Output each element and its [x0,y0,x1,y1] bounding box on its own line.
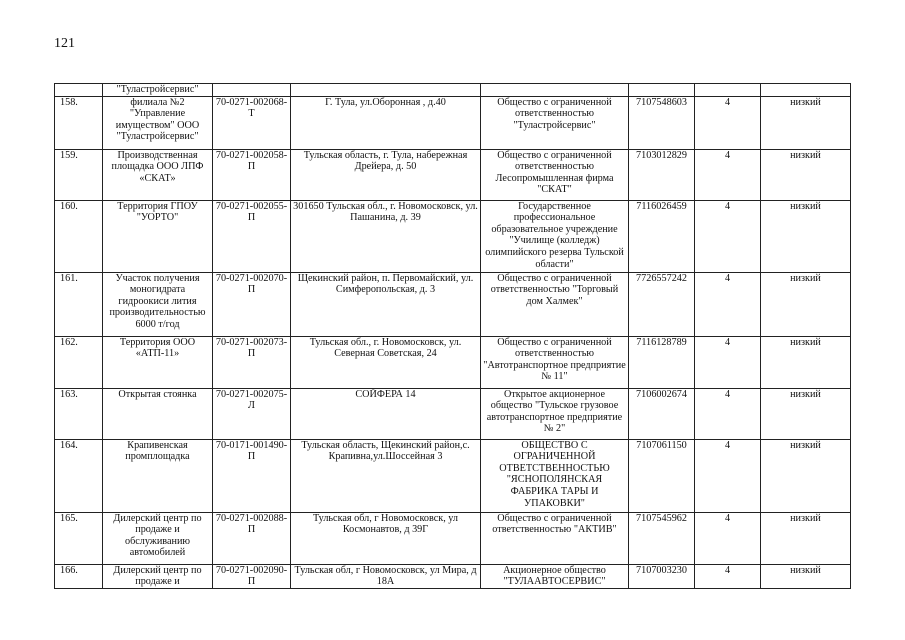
risk-level-cell: низкий [761,272,851,336]
object-name-cell: Производственная площадка ООО ЛПФ «СКАТ» [103,149,213,200]
operator-name-cell: Общество с ограниченной ответственностью Лесопромышленная фирма "СКАТ" [481,149,629,200]
category-cell: 4 [695,388,761,439]
table-row [55,439,851,512]
address-cell: Тульская область, Щекинский район,с. Крапивна,ул.Шоссейная 3 [291,439,481,512]
object-code-cell: 70-0271-002055-П [213,200,291,272]
operator-name-cell: Общество с ограниченной ответственностью "Автотранспортное предприятие № 11" [481,336,629,388]
category-cell: 4 [695,200,761,272]
object-name-cell: Дилерский центр по продаже и обслуживанию автомобилей [103,512,213,564]
inn-cell: 7106002674 [629,388,695,439]
object-name-cell: Дилерский центр по продаже и [103,564,213,588]
inn-cell: 7103012829 [629,149,695,200]
operator-name-cell: Общество с ограниченной ответственностью "Туластройсервис" [481,96,629,149]
table-row [55,200,851,272]
address-cell: Тульская область, г. Тула, набережная Дрейера, д. 50 [291,149,481,200]
table-row [55,96,851,149]
row-number-cell: 160. [55,200,103,272]
address-cell: СОЙФЕРА 14 [291,388,481,439]
category-cell [695,84,761,97]
category-cell: 4 [695,439,761,512]
row-number-cell: 165. [55,512,103,564]
risk-level-cell: низкий [761,149,851,200]
object-code-cell: 70-0271-002075-Л [213,388,291,439]
risk-level-cell: низкий [761,336,851,388]
operator-name-cell: Акционерное общество "ТУЛААВТОСЕРВИС" [481,564,629,588]
inn-cell: 7116026459 [629,200,695,272]
address-cell: Г. Тула, ул.Оборонная , д.40 [291,96,481,149]
risk-level-cell [761,84,851,97]
risk-level-cell: низкий [761,96,851,149]
risk-level-cell: низкий [761,564,851,588]
table-row [55,564,851,588]
row-number-cell: 163. [55,388,103,439]
object-code-cell: 70-0271-002058-П [213,149,291,200]
address-cell: 301650 Тульская обл., г. Новомосковск, ул. Пашанина, д. 39 [291,200,481,272]
category-cell: 4 [695,336,761,388]
risk-level-cell: низкий [761,512,851,564]
object-code-cell: 70-0271-002070-П [213,272,291,336]
table-row [55,336,851,388]
address-cell: Тульская обл, г Новомосковск, ул Космонавтов, д 39Г [291,512,481,564]
address-cell: Щекинский район, п. Первомайский, ул. Симферопольская, д. 3 [291,272,481,336]
operator-name-cell: Общество с ограниченной ответственностью "АКТИВ" [481,512,629,564]
operator-name-cell: Государственное профессиональное образовательное учреждение "Училище (колледж) олимпийского резерва Тульской области" [481,200,629,272]
object-code-cell: 70-0271-002073-П [213,336,291,388]
page-number: 121 [54,36,75,51]
object-code-cell: 70-0271-002090-П [213,564,291,588]
row-number-cell: 166. [55,564,103,588]
risk-level-cell: низкий [761,200,851,272]
object-name-cell: Крапивенская промплощадка [103,439,213,512]
object-code-cell: 70-0271-002088-П [213,512,291,564]
address-cell: Тульская обл., г. Новомосковск, ул. Северная Советская, 24 [291,336,481,388]
object-name-cell: Участок получения моногидрата гидроокиси лития производительностью 6000 т/год [103,272,213,336]
object-name-cell: Открытая стоянка [103,388,213,439]
object-name-cell: филиала №2 "Управление имуществом" ООО "Туластройсервис" [103,96,213,149]
inn-cell: 7107003230 [629,564,695,588]
table-body [55,84,851,589]
inn-cell [629,84,695,97]
object-name-cell: Территория ГПОУ "УОРТО" [103,200,213,272]
row-number-cell: 161. [55,272,103,336]
table-row [55,149,851,200]
category-cell: 4 [695,149,761,200]
table-row [55,512,851,564]
table-row [55,84,851,97]
inn-cell: 7116128789 [629,336,695,388]
row-number-cell: 164. [55,439,103,512]
address-cell: Тульская обл, г Новомосковск, ул Мира, д 18А [291,564,481,588]
row-number-cell: 159. [55,149,103,200]
row-number-cell [55,84,103,97]
address-cell [291,84,481,97]
category-cell: 4 [695,564,761,588]
registry-table [54,83,851,589]
inn-cell: 7107061150 [629,439,695,512]
operator-name-cell [481,84,629,97]
object-code-cell: 70-0171-001490-П [213,439,291,512]
category-cell: 4 [695,512,761,564]
inn-cell: 7107545962 [629,512,695,564]
table-row [55,388,851,439]
operator-name-cell: ОБЩЕСТВО С ОГРАНИЧЕННОЙ ОТВЕТСТВЕННОСТЬЮ "ЯСНОПОЛЯНСКАЯ ФАБРИКА ТАРЫ И УПАКОВКИ" [481,439,629,512]
category-cell: 4 [695,272,761,336]
object-name-cell: Территория ООО «АТП-11» [103,336,213,388]
row-number-cell: 158. [55,96,103,149]
operator-name-cell: Открытое акционерное общество "Тульское грузовое автотранспортное предприятие № 2" [481,388,629,439]
inn-cell: 7107548603 [629,96,695,149]
inn-cell: 7726557242 [629,272,695,336]
row-number-cell: 162. [55,336,103,388]
risk-level-cell: низкий [761,439,851,512]
table-row [55,272,851,336]
object-code-cell: 70-0271-002068-Т [213,96,291,149]
category-cell: 4 [695,96,761,149]
object-code-cell [213,84,291,97]
object-name-cell: "Туластройсервис" [103,84,213,97]
operator-name-cell: Общество с ограниченной ответственностью "Торговый дом Халмек" [481,272,629,336]
risk-level-cell: низкий [761,388,851,439]
